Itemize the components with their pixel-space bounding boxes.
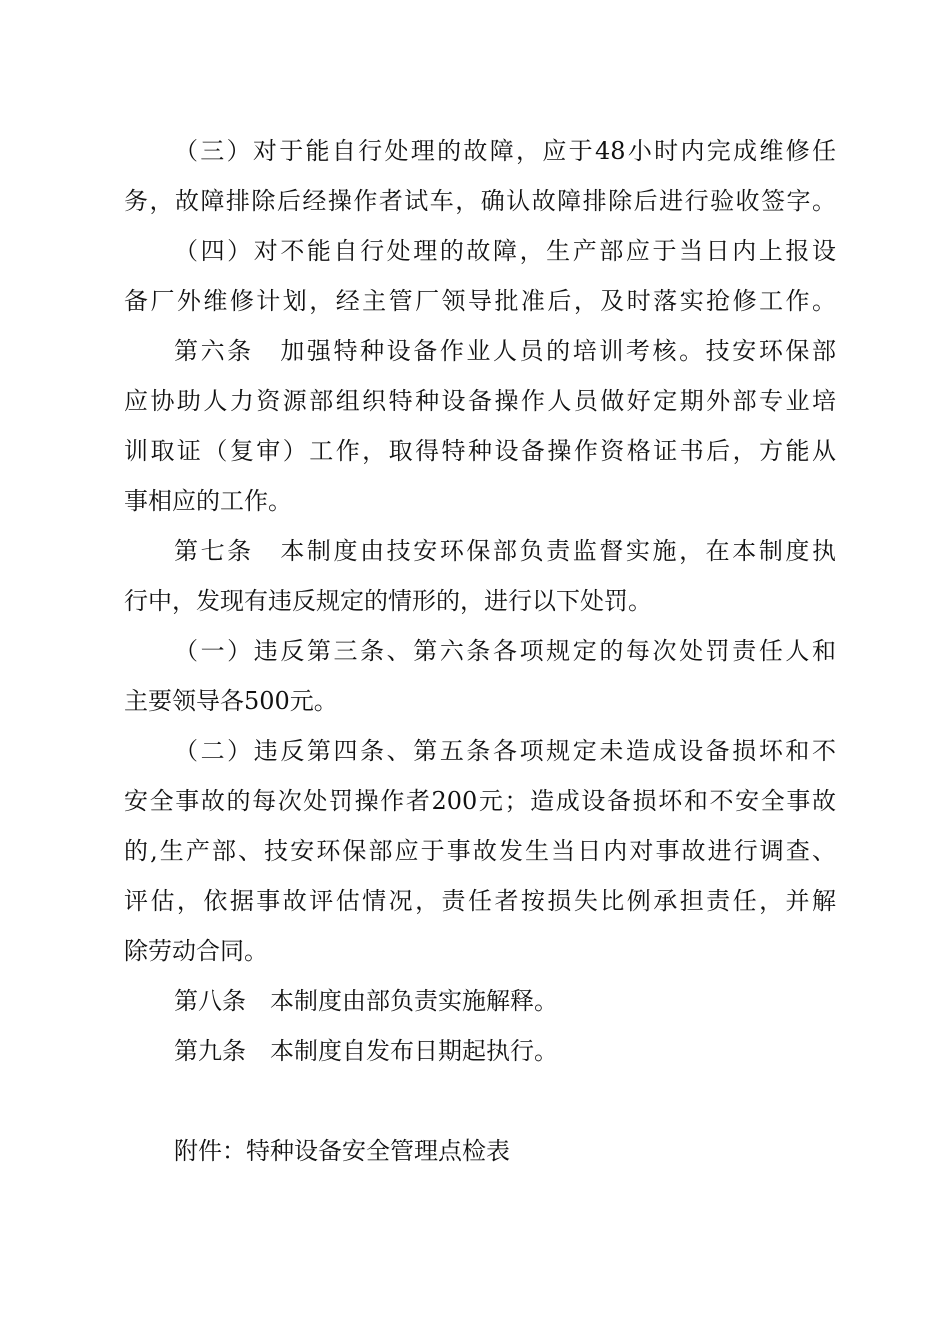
- penalty-2-line-1: （二）违反第四条、第五条各项规定未造成设备损坏和不: [174, 737, 836, 765]
- penalty-2-line-4: 评估，依据事故评估情况，责任者按损失比例承担责任，并解: [124, 887, 836, 915]
- penalty-2-line-3: 的,生产部、技安环保部应于事故发生当日内对事故进行调查、: [124, 837, 836, 865]
- paragraph-4-line-2: 备厂外维修计划，经主管厂领导批准后，及时落实抢修工作。: [124, 287, 836, 315]
- article-9: 第九条 本制度自发布日期起执行。: [174, 1037, 558, 1065]
- article-6-line-2: 应协助人力资源部组织特种设备操作人员做好定期外部专业培: [124, 387, 836, 415]
- article-7-line-2: 行中，发现有违反规定的情形的，进行以下处罚。: [124, 587, 652, 615]
- paragraph-3-line-1: （三）对于能自行处理的故障，应于48小时内完成维修任: [174, 137, 836, 165]
- penalty-1-line-1: （一）违反第三条、第六条各项规定的每次处罚责任人和: [174, 637, 836, 665]
- article-8: 第八条 本制度由部负责实施解释。: [174, 987, 558, 1015]
- article-6-line-1: 第六条 加强特种设备作业人员的培训考核。技安环保部: [174, 337, 836, 365]
- attachment-line: 附件：特种设备安全管理点检表: [174, 1137, 510, 1165]
- article-6-line-4: 事相应的工作。: [124, 487, 292, 515]
- paragraph-4-line-1: （四）对不能自行处理的故障，生产部应于当日内上报设: [174, 237, 836, 265]
- article-6-line-3: 训取证（复审）工作，取得特种设备操作资格证书后，方能从: [124, 437, 836, 465]
- paragraph-3-line-2: 务，故障排除后经操作者试车，确认故障排除后进行验收签字。: [124, 187, 836, 215]
- article-7-line-1: 第七条 本制度由技安环保部负责监督实施，在本制度执: [174, 537, 836, 565]
- penalty-1-line-2: 主要领导各500元。: [124, 687, 338, 715]
- penalty-2-line-2: 安全事故的每次处罚操作者200元；造成设备损坏和不安全事故: [124, 787, 836, 815]
- penalty-2-line-5: 除劳动合同。: [124, 937, 268, 965]
